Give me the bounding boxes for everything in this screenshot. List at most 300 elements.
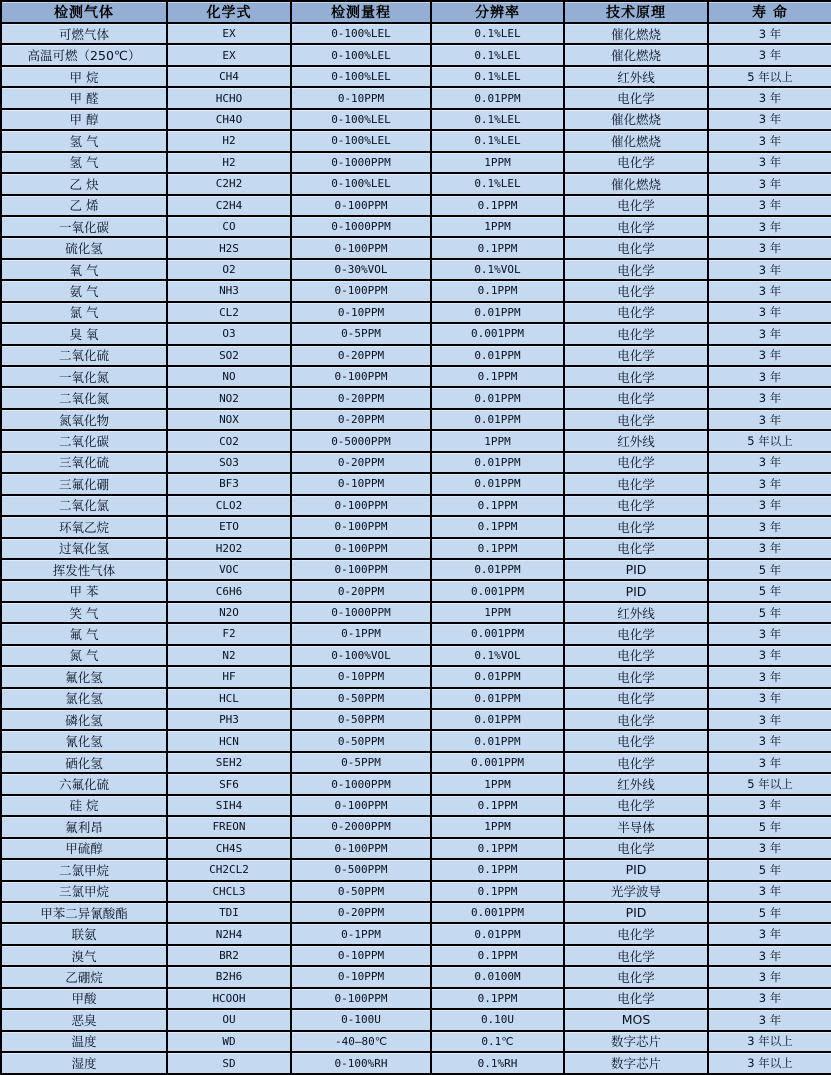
cell-lifespan: 3 年以上 (708, 1031, 831, 1052)
cell-lifespan: 3 年 (708, 516, 831, 537)
cell-principle: PID (564, 559, 708, 580)
cell-gas: 磷化氢 (1, 709, 167, 730)
cell-lifespan: 3 年 (708, 216, 831, 237)
cell-gas: 氧 气 (1, 259, 167, 280)
cell-formula: TDI (167, 902, 291, 923)
cell-lifespan: 5 年以上 (708, 66, 831, 87)
cell-formula: CHCL3 (167, 881, 291, 902)
cell-gas: 三氟化硼 (1, 473, 167, 494)
table-row (1, 130, 831, 151)
cell-lifespan: 3 年 (708, 259, 831, 280)
cell-resolution: 1PPM (431, 430, 564, 451)
cell-formula: EX (167, 44, 291, 65)
cell-lifespan: 5 年 (708, 602, 831, 623)
cell-principle: 催化燃烧 (564, 23, 708, 44)
cell-resolution: 0.01PPM (431, 473, 564, 494)
cell-formula: SEH2 (167, 752, 291, 773)
cell-principle: 电化学 (564, 623, 708, 644)
cell-lifespan: 3 年 (708, 280, 831, 301)
table-row (1, 473, 831, 494)
cell-principle: 数字芯片 (564, 1031, 708, 1052)
cell-formula: PH3 (167, 709, 291, 730)
cell-range: 0-1000PPM (291, 152, 431, 173)
cell-range: 0-30%VOL (291, 259, 431, 280)
cell-principle: 电化学 (564, 966, 708, 987)
cell-lifespan: 3 年 (708, 966, 831, 987)
cell-range: 0-100%LEL (291, 173, 431, 194)
cell-formula: NH3 (167, 280, 291, 301)
cell-formula: H2O2 (167, 538, 291, 559)
cell-gas: 甲 醇 (1, 109, 167, 130)
cell-principle: 电化学 (564, 730, 708, 751)
cell-formula: F2 (167, 623, 291, 644)
table-row (1, 816, 831, 837)
cell-gas: 臭 氧 (1, 323, 167, 344)
cell-range: 0-10PPM (291, 473, 431, 494)
cell-lifespan: 3 年 (708, 323, 831, 344)
cell-principle: 电化学 (564, 795, 708, 816)
cell-formula: N2O (167, 602, 291, 623)
cell-range: 0-50PPM (291, 881, 431, 902)
cell-principle: 催化燃烧 (564, 44, 708, 65)
cell-resolution: 0.1PPM (431, 988, 564, 1009)
cell-range: 0-100%LEL (291, 23, 431, 44)
cell-lifespan: 3 年 (708, 473, 831, 494)
cell-principle: 数字芯片 (564, 1052, 708, 1074)
cell-principle: 电化学 (564, 366, 708, 387)
cell-principle: 电化学 (564, 988, 708, 1009)
cell-range: 0-1000PPM (291, 216, 431, 237)
cell-gas: 二氯甲烷 (1, 859, 167, 880)
table-row (1, 923, 831, 944)
cell-range: 0-100PPM (291, 237, 431, 258)
column-header-gas: 检测气体 (1, 1, 167, 23)
cell-range: 0-100%VOL (291, 645, 431, 666)
cell-resolution: 0.1PPM (431, 881, 564, 902)
cell-range: 0-1000PPM (291, 602, 431, 623)
cell-range: 0-10PPM (291, 87, 431, 108)
cell-resolution: 0.01PPM (431, 688, 564, 709)
table-row (1, 66, 831, 87)
cell-formula: HF (167, 666, 291, 687)
cell-range: 0-100PPM (291, 516, 431, 537)
cell-principle: 电化学 (564, 538, 708, 559)
cell-gas: 硅 烷 (1, 795, 167, 816)
cell-range: 0-100PPM (291, 559, 431, 580)
cell-principle: PID (564, 859, 708, 880)
cell-gas: 氯化氢 (1, 688, 167, 709)
table-row (1, 688, 831, 709)
cell-gas: 三氧化硫 (1, 452, 167, 473)
table-row (1, 881, 831, 902)
cell-gas: 一氧化氮 (1, 366, 167, 387)
cell-principle: 半导体 (564, 816, 708, 837)
cell-gas: 乙硼烷 (1, 966, 167, 987)
cell-gas: 甲苯二异氰酸酯 (1, 902, 167, 923)
cell-formula: BF3 (167, 473, 291, 494)
cell-gas: 氰化氢 (1, 730, 167, 751)
cell-gas: 温度 (1, 1031, 167, 1052)
table-row (1, 323, 831, 344)
cell-formula: C2H4 (167, 195, 291, 216)
cell-resolution: 0.01PPM (431, 923, 564, 944)
cell-formula: EX (167, 23, 291, 44)
cell-lifespan: 3 年 (708, 130, 831, 151)
cell-range: 0-10PPM (291, 945, 431, 966)
table-row (1, 645, 831, 666)
cell-resolution: 0.1PPM (431, 859, 564, 880)
table-row (1, 773, 831, 794)
cell-principle: 电化学 (564, 709, 708, 730)
cell-resolution: 0.1PPM (431, 495, 564, 516)
cell-resolution: 0.01PPM (431, 730, 564, 751)
cell-principle: 电化学 (564, 666, 708, 687)
cell-principle: 红外线 (564, 773, 708, 794)
cell-resolution: 0.10U (431, 1009, 564, 1030)
cell-formula: OU (167, 1009, 291, 1030)
column-header-formula: 化学式 (167, 1, 291, 23)
cell-formula: N2 (167, 645, 291, 666)
cell-lifespan: 3 年 (708, 623, 831, 644)
cell-resolution: 0.001PPM (431, 902, 564, 923)
cell-formula: HCOOH (167, 988, 291, 1009)
cell-principle: 催化燃烧 (564, 130, 708, 151)
cell-lifespan: 3 年 (708, 452, 831, 473)
cell-formula: CL2 (167, 302, 291, 323)
cell-resolution: 0.1PPM (431, 195, 564, 216)
cell-principle: 电化学 (564, 838, 708, 859)
cell-formula: CO (167, 216, 291, 237)
cell-principle: 电化学 (564, 87, 708, 108)
cell-formula: VOC (167, 559, 291, 580)
cell-range: 0-5PPM (291, 323, 431, 344)
cell-principle: MOS (564, 1009, 708, 1030)
cell-principle: 电化学 (564, 516, 708, 537)
table-row (1, 966, 831, 987)
table-row (1, 452, 831, 473)
cell-lifespan: 3 年 (708, 195, 831, 216)
table-row (1, 602, 831, 623)
cell-gas: 氢 气 (1, 130, 167, 151)
cell-lifespan: 3 年 (708, 945, 831, 966)
cell-gas: 甲 烷 (1, 66, 167, 87)
cell-principle: 电化学 (564, 280, 708, 301)
table-row (1, 495, 831, 516)
cell-formula: CH4S (167, 838, 291, 859)
cell-range: 0-100PPM (291, 988, 431, 1009)
cell-resolution: 0.1%LEL (431, 23, 564, 44)
cell-principle: PID (564, 580, 708, 601)
cell-gas: 甲 醛 (1, 87, 167, 108)
cell-formula: HCHO (167, 87, 291, 108)
cell-resolution: 0.01PPM (431, 666, 564, 687)
cell-gas: 乙 炔 (1, 173, 167, 194)
cell-range: 0-100PPM (291, 495, 431, 516)
cell-lifespan: 3 年 (708, 302, 831, 323)
cell-lifespan: 3 年 (708, 23, 831, 44)
cell-range: 0-100PPM (291, 195, 431, 216)
cell-resolution: 0.01PPM (431, 409, 564, 430)
table-row (1, 173, 831, 194)
cell-range: 0-1PPM (291, 923, 431, 944)
cell-lifespan: 3 年 (708, 1009, 831, 1030)
cell-gas: 氯 气 (1, 302, 167, 323)
cell-formula: C6H6 (167, 580, 291, 601)
table-row (1, 237, 831, 258)
cell-range: 0-100%LEL (291, 44, 431, 65)
table-row (1, 1052, 831, 1074)
cell-range: 0-1PPM (291, 623, 431, 644)
table-row (1, 902, 831, 923)
cell-gas: 二氧化氯 (1, 495, 167, 516)
cell-gas: 联氨 (1, 923, 167, 944)
cell-range: 0-1000PPM (291, 773, 431, 794)
cell-resolution: 0.01PPM (431, 559, 564, 580)
cell-lifespan: 3 年 (708, 795, 831, 816)
table-row (1, 559, 831, 580)
cell-lifespan: 3 年 (708, 752, 831, 773)
cell-range: 0-2000PPM (291, 816, 431, 837)
cell-formula: SF6 (167, 773, 291, 794)
cell-formula: SO2 (167, 345, 291, 366)
cell-lifespan: 5 年以上 (708, 430, 831, 451)
cell-gas: 氟利昂 (1, 816, 167, 837)
cell-resolution: 0.01PPM (431, 452, 564, 473)
cell-gas: 甲酸 (1, 988, 167, 1009)
cell-formula: SD (167, 1052, 291, 1074)
table-row (1, 709, 831, 730)
cell-principle: 电化学 (564, 216, 708, 237)
cell-principle: 电化学 (564, 495, 708, 516)
cell-gas: 二氧化硫 (1, 345, 167, 366)
cell-resolution: 0.1PPM (431, 795, 564, 816)
cell-gas: 乙 烯 (1, 195, 167, 216)
cell-formula: FREON (167, 816, 291, 837)
cell-gas: 硫化氢 (1, 237, 167, 258)
cell-resolution: 0.1%LEL (431, 130, 564, 151)
table-row (1, 538, 831, 559)
cell-range: 0-100PPM (291, 795, 431, 816)
cell-resolution: 0.1PPM (431, 538, 564, 559)
cell-formula: H2 (167, 130, 291, 151)
cell-principle: 红外线 (564, 66, 708, 87)
cell-gas: 六氟化硫 (1, 773, 167, 794)
table-row (1, 152, 831, 173)
cell-gas: 氮 气 (1, 645, 167, 666)
cell-principle: 电化学 (564, 923, 708, 944)
cell-range: 0-50PPM (291, 730, 431, 751)
cell-range: 0-20PPM (291, 345, 431, 366)
cell-resolution: 1PPM (431, 216, 564, 237)
cell-range: 0-100U (291, 1009, 431, 1030)
cell-lifespan: 3 年 (708, 730, 831, 751)
cell-principle: 电化学 (564, 259, 708, 280)
cell-range: 0-100%LEL (291, 130, 431, 151)
cell-resolution: 0.01PPM (431, 87, 564, 108)
cell-lifespan: 3 年以上 (708, 1052, 831, 1074)
cell-gas: 二氧化氮 (1, 387, 167, 408)
cell-range: 0-50PPM (291, 709, 431, 730)
cell-principle: 电化学 (564, 688, 708, 709)
cell-range: 0-10PPM (291, 302, 431, 323)
cell-range: 0-100%LEL (291, 66, 431, 87)
cell-lifespan: 5 年 (708, 859, 831, 880)
cell-gas: 三氯甲烷 (1, 881, 167, 902)
cell-lifespan: 3 年 (708, 345, 831, 366)
cell-gas: 湿度 (1, 1052, 167, 1074)
cell-principle: 电化学 (564, 323, 708, 344)
column-header-range: 检测量程 (291, 1, 431, 23)
cell-range: 0-5PPM (291, 752, 431, 773)
table-row (1, 580, 831, 601)
cell-range: 0-50PPM (291, 688, 431, 709)
cell-resolution: 1PPM (431, 773, 564, 794)
cell-lifespan: 3 年 (708, 87, 831, 108)
cell-lifespan: 3 年 (708, 409, 831, 430)
cell-resolution: 0.01PPM (431, 345, 564, 366)
cell-range: 0-20PPM (291, 580, 431, 601)
cell-gas: 过氧化氢 (1, 538, 167, 559)
cell-range: 0-20PPM (291, 452, 431, 473)
cell-gas: 氢 气 (1, 152, 167, 173)
table-row (1, 988, 831, 1009)
table-row (1, 859, 831, 880)
cell-resolution: 0.01PPM (431, 387, 564, 408)
cell-gas: 甲 苯 (1, 580, 167, 601)
cell-lifespan: 3 年 (708, 666, 831, 687)
cell-resolution: 0.01PPM (431, 302, 564, 323)
table-row (1, 1009, 831, 1030)
table-row (1, 366, 831, 387)
table-row (1, 1031, 831, 1052)
cell-gas: 高温可燃（250℃） (1, 44, 167, 65)
cell-formula: SIH4 (167, 795, 291, 816)
cell-lifespan: 3 年 (708, 109, 831, 130)
cell-principle: 电化学 (564, 752, 708, 773)
cell-resolution: 0.0100M (431, 966, 564, 987)
cell-principle: 红外线 (564, 430, 708, 451)
cell-formula: N2H4 (167, 923, 291, 944)
cell-principle: 电化学 (564, 345, 708, 366)
cell-range: 0-100%LEL (291, 109, 431, 130)
cell-resolution: 0.1PPM (431, 945, 564, 966)
cell-resolution: 1PPM (431, 602, 564, 623)
table-row (1, 623, 831, 644)
cell-gas: 笑 气 (1, 602, 167, 623)
cell-lifespan: 5 年以上 (708, 773, 831, 794)
cell-resolution: 0.1%LEL (431, 173, 564, 194)
cell-lifespan: 3 年 (708, 923, 831, 944)
cell-gas: 挥发性气体 (1, 559, 167, 580)
cell-principle: 电化学 (564, 387, 708, 408)
cell-range: 0-500PPM (291, 859, 431, 880)
cell-gas: 氮氧化物 (1, 409, 167, 430)
cell-principle: 催化燃烧 (564, 109, 708, 130)
cell-gas: 环氧乙烷 (1, 516, 167, 537)
cell-lifespan: 3 年 (708, 152, 831, 173)
cell-resolution: 0.1%LEL (431, 109, 564, 130)
cell-gas: 氨 气 (1, 280, 167, 301)
cell-resolution: 0.1PPM (431, 366, 564, 387)
cell-formula: HCL (167, 688, 291, 709)
cell-gas: 硒化氢 (1, 752, 167, 773)
cell-principle: 电化学 (564, 945, 708, 966)
cell-range: 0-5000PPM (291, 430, 431, 451)
cell-principle: 电化学 (564, 195, 708, 216)
cell-gas: 甲硫醇 (1, 838, 167, 859)
cell-formula: WD (167, 1031, 291, 1052)
cell-range: 0-100%RH (291, 1052, 431, 1074)
cell-principle: 电化学 (564, 473, 708, 494)
cell-formula: O3 (167, 323, 291, 344)
cell-formula: NO (167, 366, 291, 387)
cell-lifespan: 3 年 (708, 44, 831, 65)
table-row (1, 730, 831, 751)
table-row (1, 109, 831, 130)
table-row (1, 752, 831, 773)
cell-formula: CH4 (167, 66, 291, 87)
cell-range: 0-10PPM (291, 666, 431, 687)
cell-principle: 红外线 (564, 602, 708, 623)
table-row (1, 345, 831, 366)
cell-lifespan: 5 年 (708, 580, 831, 601)
table-row (1, 259, 831, 280)
cell-lifespan: 5 年 (708, 559, 831, 580)
cell-principle: PID (564, 902, 708, 923)
cell-resolution: 0.1℃ (431, 1031, 564, 1052)
column-header-principle: 技术原理 (564, 1, 708, 23)
cell-resolution: 1PPM (431, 816, 564, 837)
cell-formula: CLO2 (167, 495, 291, 516)
cell-gas: 可燃气体 (1, 23, 167, 44)
table-row (1, 195, 831, 216)
cell-lifespan: 3 年 (708, 709, 831, 730)
cell-range: 0-20PPM (291, 902, 431, 923)
cell-lifespan: 3 年 (708, 237, 831, 258)
cell-range: 0-20PPM (291, 409, 431, 430)
table-row (1, 795, 831, 816)
cell-formula: CO2 (167, 430, 291, 451)
cell-lifespan: 5 年 (708, 816, 831, 837)
cell-resolution: 0.001PPM (431, 752, 564, 773)
table-row (1, 280, 831, 301)
cell-formula: CH4O (167, 109, 291, 130)
cell-resolution: 0.1%VOL (431, 645, 564, 666)
table-row (1, 23, 831, 44)
cell-range: 0-100PPM (291, 280, 431, 301)
cell-lifespan: 3 年 (708, 366, 831, 387)
cell-formula: C2H2 (167, 173, 291, 194)
table-row (1, 666, 831, 687)
cell-resolution: 0.1PPM (431, 237, 564, 258)
table-row (1, 216, 831, 237)
table-row (1, 430, 831, 451)
column-header-resolution: 分辨率 (431, 1, 564, 23)
cell-formula: O2 (167, 259, 291, 280)
table-row (1, 945, 831, 966)
cell-lifespan: 3 年 (708, 988, 831, 1009)
cell-formula: NO2 (167, 387, 291, 408)
cell-formula: NOX (167, 409, 291, 430)
cell-principle: 电化学 (564, 645, 708, 666)
cell-principle: 电化学 (564, 409, 708, 430)
cell-lifespan: 3 年 (708, 173, 831, 194)
cell-principle: 催化燃烧 (564, 173, 708, 194)
cell-resolution: 0.1%LEL (431, 66, 564, 87)
cell-formula: H2 (167, 152, 291, 173)
cell-lifespan: 3 年 (708, 538, 831, 559)
header-row (1, 1, 831, 23)
